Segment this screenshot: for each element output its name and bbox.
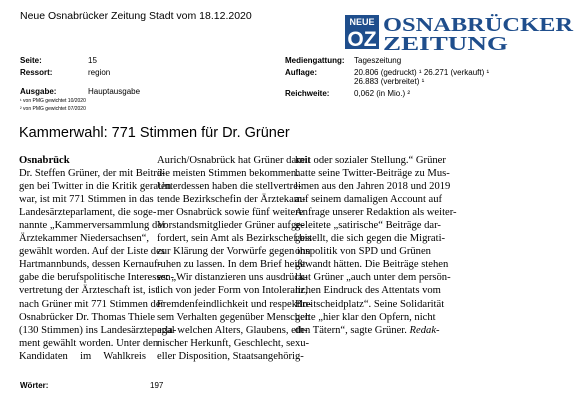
article-line: Unterdessen haben die stellvertre-: [157, 181, 302, 193]
footnote-1: ¹ von PMG gewichtet 10/2020: [20, 98, 86, 104]
article-line: nischer Herkunft, Geschlecht, sexu-: [157, 337, 310, 349]
article-line: ruhen zu lassen. In dem Brief heißt: [157, 259, 306, 271]
logo-badge-top: NEUE: [349, 17, 375, 27]
article-line: vertretung der Ärzteschaft ist, ist: [19, 285, 159, 297]
article-line: limen aus den Jahren 2018 und 2019: [295, 181, 451, 193]
article-line: tende Bezirkschefin der Ärztekam-: [157, 194, 306, 206]
reichweite-label: Reichweite:: [285, 89, 330, 98]
article-line: (130 Stimmen) ins Landesärzteparla-: [19, 324, 177, 336]
newspaper-logo: [345, 13, 575, 53]
article-line: nach Grüner mit 771 Stimmen der: [19, 298, 165, 310]
article-line: war, ist mit 771 Stimmen in das: [19, 194, 154, 206]
article-line: Osnabrücker Dr. Thomas Thiele: [19, 311, 156, 323]
article-line: fordert, sein Amt als Bezirkschef bis: [157, 233, 312, 245]
ressort-label: Ressort:: [20, 68, 53, 77]
article-line: Hartmannbunds, dessen Kernauf-: [19, 259, 162, 271]
article-line: gewandt hätten. Die Beiträge stehen: [295, 259, 449, 271]
logo-line2: ZEITUNG: [383, 33, 509, 53]
article-line: zur Klärung der Vorwürfe gegen ihn: [157, 246, 311, 258]
article-line: den Tätern“, sagte Grüner. Redak-: [295, 324, 440, 336]
article-line: gabe die berufspolitische Interessen-: [19, 272, 175, 284]
article-line: Ärztekammer Niedersachsen“,: [19, 233, 150, 245]
article-line: gen bei Twitter in die Kritik geraten: [19, 181, 172, 193]
article-column-1: [19, 154, 177, 363]
article-line: Aurich/Osnabrück hat Grüner damit: [157, 155, 311, 166]
article-line: laut Grüner „auch unter dem persön-: [295, 272, 451, 284]
article-line: sem Verhalten gegenüber Menschen: [157, 311, 311, 323]
article-line: auf seinem damaligen Account auf: [295, 194, 443, 206]
page-header-title: Neue Osnabrücker Zeitung Stadt vom 18.12.2020: [20, 10, 252, 22]
article-line: mer Osnabrück sowie fünf weitere: [157, 207, 304, 219]
article-line: keit oder sozialer Stellung.“ Grüner: [295, 155, 446, 166]
article-line: Dr. Steffen Grüner, der mit Beiträ-: [19, 168, 166, 180]
ressort-value: region: [88, 68, 111, 77]
logo-badge-bottom: OZ: [347, 28, 377, 51]
article-dateline: Osnabrück: [19, 155, 70, 166]
article-line: Kandidaten im Wahlkreis: [19, 350, 146, 362]
seite-value: 15: [88, 56, 97, 65]
article-line: hatte seine Twitter-Beiträge zu Mus-: [295, 168, 450, 180]
article-line: ment gewählt worden. Unter den: [19, 337, 159, 349]
mediengattung-label: Mediengattung:: [285, 56, 345, 65]
article-line: Landesärzteparlament, die soge-: [19, 207, 157, 219]
word-count-label: Wörter:: [20, 381, 49, 390]
article-line: onspolitik von SPD und Grünen: [295, 246, 431, 258]
article-line: Anfrage unserer Redaktion als weiter-: [295, 207, 457, 219]
article-line: gewählt worden. Auf der Liste des: [19, 246, 165, 258]
footnote-2: ² von PMG gewichtet 07/2020: [20, 106, 86, 112]
article-line: geleitete „satirische“ Beiträge dar-: [295, 220, 441, 232]
article-line: egal welchen Alters, Glaubens, eth-: [157, 324, 308, 336]
reichweite-value: 0,062 (in Mio.) ²: [354, 89, 411, 98]
article-line: Fremdenfeindlichkeit und respektlo-: [157, 298, 312, 310]
article-line: lichen Eindruck des Attentats vom: [295, 285, 441, 297]
article-line: eller Disposition, Staatsangehörig-: [157, 350, 304, 362]
ausgabe-value: Hauptausgabe: [88, 87, 141, 96]
ausgabe-label: Ausgabe:: [20, 87, 57, 96]
article-author: Redak-: [409, 324, 440, 336]
seite-label: Seite:: [20, 56, 42, 65]
auflage-value-2: 26.883 (verbreitet) ¹: [354, 77, 425, 86]
article-line: gelte „hier klar den Opfern, nicht: [295, 311, 436, 323]
article-line: nannte „Kammerversammlung der: [19, 220, 166, 232]
article-line: gestellt, die sich gegen die Migrati-: [295, 233, 446, 245]
mediengattung-value: Tageszeitung: [354, 56, 402, 65]
auflage-label: Auflage:: [285, 68, 317, 77]
article-line: Breitscheidplatz“. Seine Solidarität: [295, 298, 445, 310]
logo-line1: OSNABRÜCKER: [383, 14, 539, 36]
article-line: die meisten Stimmen bekommen.: [157, 168, 299, 180]
article-line: lich von jeder Form von Intoleranz,: [157, 285, 308, 297]
word-count-value: 197: [150, 381, 164, 390]
article-line: es: „Wir distanzieren uns ausdrück-: [157, 272, 308, 284]
article-headline: Kammerwahl: 771 Stimmen für Dr. Grüner: [19, 125, 290, 141]
article-column-3: [157, 154, 312, 363]
article-column-4: [295, 154, 457, 337]
auflage-value-1: 20.806 (gedruckt) ¹ 26.271 (verkauft) ¹: [354, 68, 490, 77]
article-line: Vorstandsmitglieder Grüner aufge-: [157, 220, 305, 232]
